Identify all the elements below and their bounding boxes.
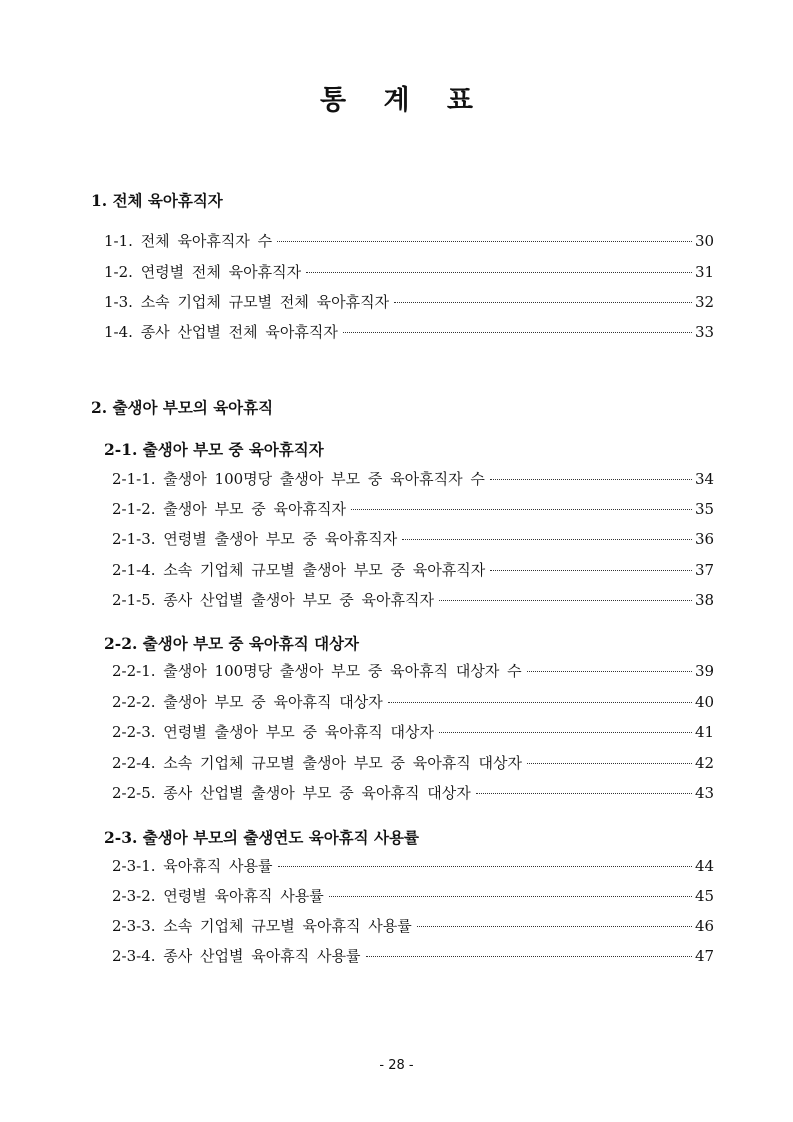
toc-entry[interactable]	[112, 855, 714, 877]
toc-entry[interactable]	[112, 721, 714, 743]
section-heading: 2. 출생아 부모의 육아휴직	[91, 398, 274, 417]
subsection-heading: 2-2. 출생아 부모 중 육아휴직 대상자	[104, 634, 360, 653]
toc-entry-label: 1-2. 연령별 전체 육아휴직자	[104, 263, 302, 281]
toc-entry-label: 2-1-2. 출생아 부모 중 육아휴직자	[112, 500, 346, 518]
toc-entry[interactable]	[112, 885, 714, 907]
toc-entry-page: 33	[695, 323, 715, 341]
toc-entry-page: 32	[695, 293, 715, 311]
toc-entry[interactable]	[112, 528, 714, 550]
toc-entry-label: 2-3-1. 육아휴직 사용률	[112, 857, 273, 875]
toc-entry-page: 44	[695, 857, 715, 875]
toc-entry[interactable]	[104, 321, 714, 343]
toc-entry-label: 2-1-3. 연령별 출생아 부모 중 육아휴직자	[112, 530, 398, 548]
toc-entry-label: 2-2-5. 종사 산업별 출생아 부모 중 육아휴직 대상자	[112, 784, 471, 802]
dot-leader	[351, 509, 692, 510]
dot-leader	[394, 302, 692, 303]
toc-entry-label: 2-2-3. 연령별 출생아 부모 중 육아휴직 대상자	[112, 723, 434, 741]
dot-leader	[402, 539, 692, 540]
toc-entry[interactable]	[112, 691, 714, 713]
toc-entry-label: 2-3-2. 연령별 육아휴직 사용률	[112, 887, 324, 905]
toc-entry-page: 38	[695, 591, 715, 609]
toc-entry-label: 2-3-3. 소속 기업체 규모별 육아휴직 사용률	[112, 917, 412, 935]
toc-entry-label: 1-3. 소속 기업체 규모별 전체 육아휴직자	[104, 293, 390, 311]
toc-entry-page: 40	[695, 693, 715, 711]
toc-entry-page: 47	[695, 947, 715, 965]
dot-leader	[439, 600, 692, 601]
toc-entry-page: 42	[695, 754, 715, 772]
page-title: 통 계 표	[319, 85, 488, 116]
toc-entry-label: 2-3-4. 종사 산업별 육아휴직 사용률	[112, 947, 361, 965]
subsection-heading: 2-3. 출생아 부모의 출생연도 육아휴직 사용률	[104, 828, 419, 847]
toc-entry-page: 37	[695, 561, 715, 579]
dot-leader	[366, 956, 693, 957]
toc-entry-label: 1-4. 종사 산업별 전체 육아휴직자	[104, 323, 338, 341]
dot-leader	[277, 241, 692, 242]
toc-entry[interactable]	[112, 559, 714, 581]
dot-leader	[490, 479, 692, 480]
toc-entry-page: 46	[695, 917, 715, 935]
toc-entry-label: 2-1-1. 출생아 100명당 출생아 부모 중 육아휴직자 수	[112, 470, 485, 488]
toc-entry-label: 2-1-5. 종사 산업별 출생아 부모 중 육아휴직자	[112, 591, 434, 609]
toc-entry-page: 36	[695, 530, 715, 548]
toc-entry-page: 34	[695, 470, 715, 488]
toc-entry-page: 35	[695, 500, 715, 518]
dot-leader	[388, 702, 692, 703]
subsection-heading: 2-1. 출생아 부모 중 육아휴직자	[104, 440, 324, 459]
toc-entry-label: 2-1-4. 소속 기업체 규모별 출생아 부모 중 육아휴직자	[112, 561, 486, 579]
dot-leader	[329, 896, 692, 897]
toc-entry-page: 39	[695, 662, 715, 680]
toc-entry-page: 30	[695, 232, 715, 250]
dot-leader	[527, 671, 692, 672]
toc-entry-page: 43	[695, 784, 715, 802]
dot-leader	[439, 732, 692, 733]
toc-entry-label: 2-2-2. 출생아 부모 중 육아휴직 대상자	[112, 693, 383, 711]
dot-leader	[306, 272, 692, 273]
toc-entry[interactable]	[112, 945, 714, 967]
dot-leader	[343, 332, 692, 333]
toc-entry-label: 2-2-1. 출생아 100명당 출생아 부모 중 육아휴직 대상자 수	[112, 662, 522, 680]
toc-entry-page: 41	[695, 723, 715, 741]
toc-entry[interactable]	[112, 498, 714, 520]
toc-entry[interactable]	[112, 915, 714, 937]
dot-leader	[417, 926, 692, 927]
toc-entry-page: 45	[695, 887, 715, 905]
toc-entry[interactable]	[112, 782, 714, 804]
toc-entry[interactable]	[112, 660, 714, 682]
toc-entry[interactable]	[112, 589, 714, 611]
toc-entry-page: 31	[695, 263, 715, 281]
toc-entry[interactable]	[104, 291, 714, 313]
toc-entry-label: 1-1. 전체 육아휴직자 수	[104, 232, 273, 250]
toc-entry[interactable]	[104, 261, 714, 283]
page-number: - 28 -	[379, 1058, 414, 1073]
toc-entry-label: 2-2-4. 소속 기업체 규모별 출생아 부모 중 육아휴직 대상자	[112, 754, 522, 772]
section-heading: 1. 전체 육아휴직자	[91, 191, 223, 210]
dot-leader	[278, 866, 692, 867]
toc-entry[interactable]	[112, 468, 714, 490]
toc-entry[interactable]	[112, 752, 714, 774]
dot-leader	[476, 793, 692, 794]
dot-leader	[527, 763, 692, 764]
toc-entry[interactable]	[104, 230, 714, 252]
dot-leader	[490, 570, 692, 571]
